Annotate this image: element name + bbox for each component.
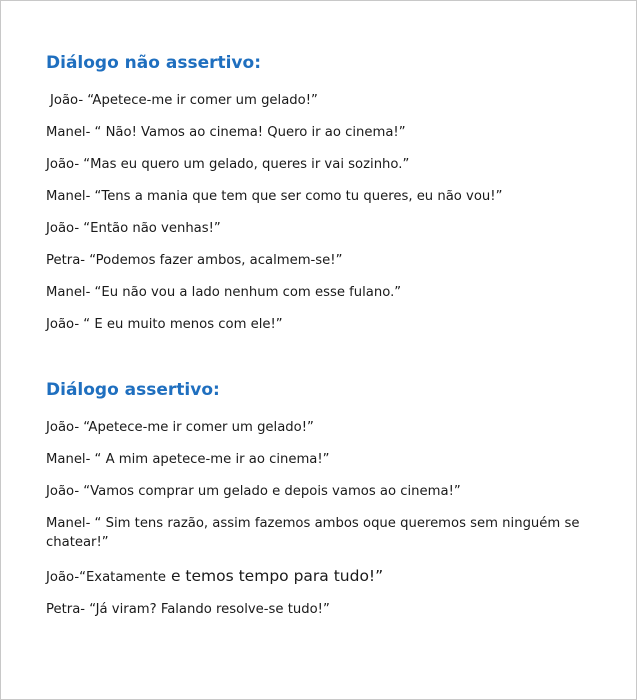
dialogue-line: Manel- “ Não! Vamos ao cinema! Quero ir ao cinema!” [46,125,406,140]
dialogue-line: João- “Vamos comprar um gelado e depois vamos ao cinema!” [46,484,461,499]
dialogue-line: João- “Apetece-me ir comer um gelado!” [50,93,318,108]
dialogue-line: Manel- “Eu não vou a lado nenhum com esse fulano.” [46,285,402,300]
dialogue-line: Manel- “ Sim tens razão, assim fazemos ambos oque queremos sem ninguém se chatear!” [46,516,580,550]
dialogue-line: Manel- “ A mim apetece-me ir ao cinema!” [46,452,330,467]
section-heading-assertive: Diálogo assertivo: [46,380,220,400]
dialogue-line: Petra- “Já viram? Falando resolve-se tudo!” [46,602,330,617]
dialogue-line [46,567,383,587]
dialogue-line-end: e temos tempo para tudo!” [166,567,384,585]
dialogue-line: João- “Apetece-me ir comer um gelado!” [46,420,314,435]
dialogue-line: Manel- “Tens a mania que tem que ser como tu queres, eu não vou!” [46,189,503,204]
dialogue-line: Petra- “Podemos fazer ambos, acalmem-se!” [46,253,343,268]
dialogue-line-start: João-“Exatamente [46,570,167,585]
section-heading-non-assertive: Diálogo não assertivo: [46,53,261,73]
dialogue-line: João- “ E eu muito menos com ele!” [46,317,283,332]
dialogue-line: João- “Então não venhas!” [46,221,221,236]
dialogue-line: João- “Mas eu quero um gelado, queres ir vai sozinho.” [46,157,410,172]
